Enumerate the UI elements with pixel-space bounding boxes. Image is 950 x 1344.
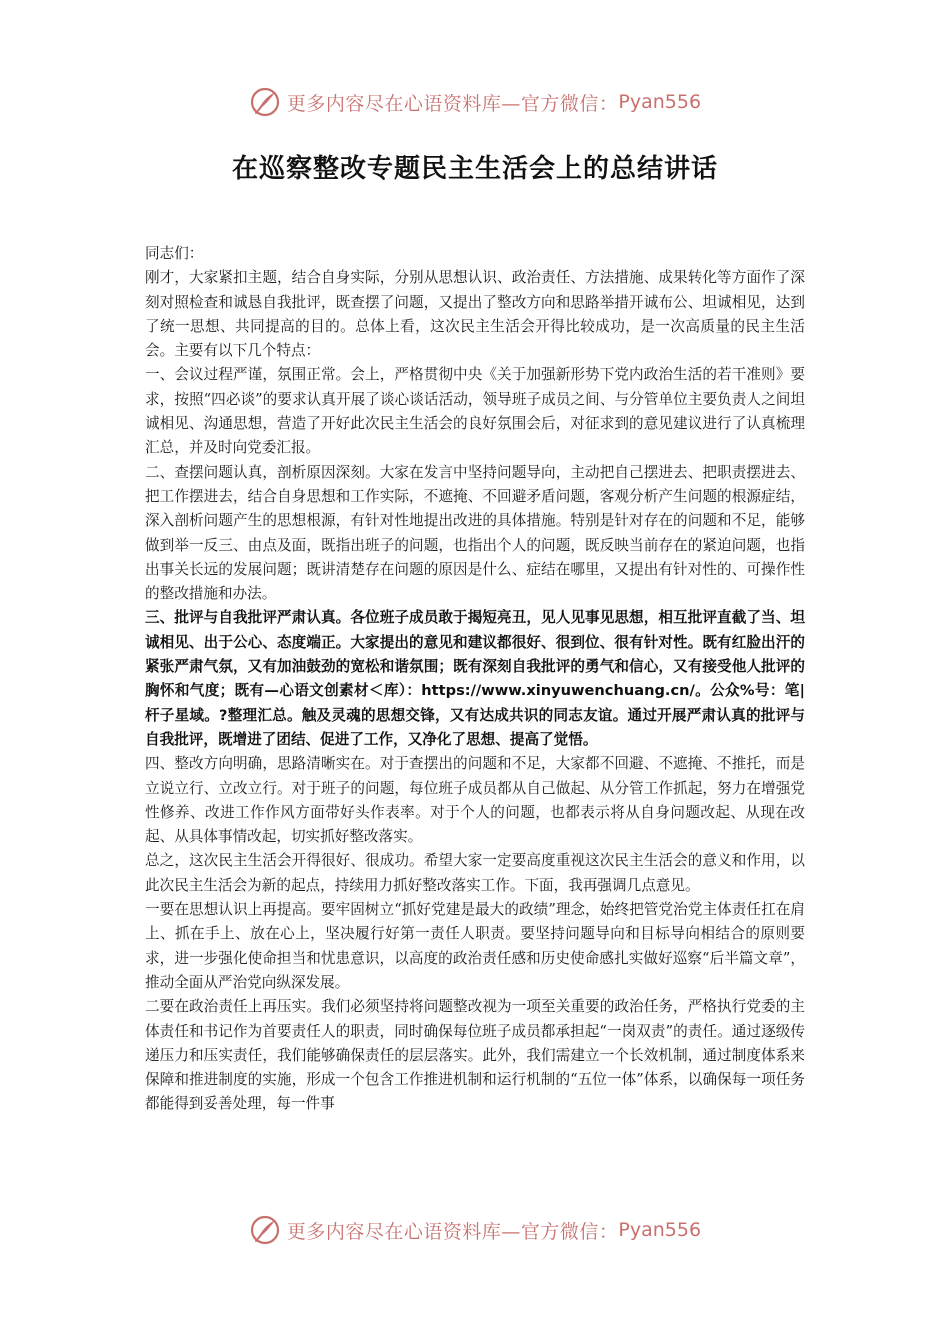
paragraph-point-3: 三、批评与自我批评严肃认真。各位班子成员敢于揭短亮丑，见人见事见思想，相互批评直截了当、坦诚相见、出于公心、态度端正。大家提出的意见和建议都很好、很到位、很有针对性。既有红脸出汗的紧张严肃气氛，又有加油鼓劲的宽松和谐氛围；既有深刻自我批评的勇气和信心，又有接受他人批评的胸怀和气度；既有—心语文创素材＜库）：https://www.xinyuwenchuang.cn/。公众%号：笔|杆子星域。?整理汇总。触及灵魂的思想交锋，又有达成共识的同志友谊。通过开展严肃认真的批评与自我批评，既增进了团结、促进了工作，又净化了思想、提高了觉悟。 — [145, 609, 805, 748]
paragraph-point-4: 四、整改方向明确，思路清晰实在。对于查摆出的问题和不足，大家都不回避、不遮掩、不推托，而是立说立行、立改立行。对于班子的问题，每位班子成员都从自己做起、从分管工作抓起，努力在增强党性修养、改进工作作风方面带好头作表率。对于个人的问题，也都表示将从自身问题改起、从现在改起、从具体事情改起，切实抓好整改落实。 — [145, 755, 805, 846]
paragraph-point-2: 二、查摆问题认真，剖析原因深刻。大家在发言中坚持问题导向，主动把自己摆进去、把职责摆进去、把工作摆进去，结合自身思想和工作实际，不遮掩、不回避矛盾问题，客观分析产生问题的根源症结，深入剖析问题产生的思想根源，有针对性地提出改进的具体措施。特别是针对存在的问题和不足，能够做到举一反三、由点及面，既指出班子的问题，也指出个人的问题，既反映当前存在的紧迫问题，也指出事关长远的发展问题；既讲清楚存在问题的原因是什么、症结在哪里，又提出有针对性的、可操作性的整改措施和办法。 — [145, 463, 805, 603]
paragraph-requirement-1: 一要在思想认识上再提高。要牢固树立“抓好党建是最大的政绩”理念，始终把管党治党主体责任扛在肩上、抓在手上、放在心上，坚决履行好第一责任人职责。要坚持问题导向和目标导向相结合的原则要求，进一步强化使命担当和忧患意识，以高度的政治责任感和历史使命感扎实做好巡察“后半篇文章”，推动全面从严治党向纵深发展。 — [145, 901, 805, 991]
banner-text: 更多内容尽在心语资料库—官方微信： — [286, 1220, 619, 1243]
banner-text: 更多内容尽在心语资料库—官方微信： — [286, 92, 619, 115]
paragraph-requirement-2: 二要在政治责任上再压实。我们必须坚持将问题整改视为一项至关重要的政治任务，严格执行党委的主体责任和书记作为首要责任人的职责，同时确保每位班子成员都承担起“一岗双责”的责任。通过逐级传递压力和压实责任，我们能够确保责任的层层落实。此外，我们需建立一个长效机制，通过制度体系来保障和推进制度的实施，形成一个包含工作推进机制和运行机制的“五位一体”体系，以确保每一项任务都能得到妥善处理，每一件事 — [145, 998, 805, 1113]
document-title: 在巡察整改专题民主生活会上的总结讲话 — [231, 154, 718, 184]
footer-banner — [0, 1208, 950, 1252]
paragraph-intro: 刚才，大家紧扣主题，结合自身实际，分别从思想认识、政治责任、方法措施、成果转化等方面作了深刻对照检查和诚恳自我批评，既查摆了问题，又提出了整改方向和思路举措开诚布公、坦诚相见，达到了统一思想、共同提高的目的。总体上看，这次民主生活会开得比较成功，是一次高质量的民主生活会。主要有以下几个特点： — [145, 269, 805, 360]
header-banner — [0, 80, 950, 124]
document-body — [145, 242, 805, 1194]
wechat-id: Pyan556 — [618, 1219, 702, 1241]
greeting: 同志们： — [145, 245, 204, 262]
quill-logo-icon — [249, 86, 281, 118]
quill-logo-icon — [249, 1214, 281, 1246]
paragraph-summary: 总之，这次民主生活会开得很好、很成功。希望大家一定要高度重视这次民主生活会的意义和作用，以此次民主生活会为新的起点，持续用力抓好整改落实工作。下面，我再强调几点意见。 — [145, 852, 805, 894]
paragraph-point-1: 一、会议过程严谨，氛围正常。会上，严格贯彻中央《关于加强新形势下党内政治生活的若干准则》要求，按照“四必谈”的要求认真开展了谈心谈话活动，领导班子成员之间、与分管单位主要负责人之间坦诚相见、沟通思想，营造了开好此次民主生活会的良好氛围会后，对征求到的意见建议进行了认真梳理汇总，并及时向党委汇报。 — [145, 366, 805, 457]
wechat-id: Pyan556 — [618, 91, 702, 113]
